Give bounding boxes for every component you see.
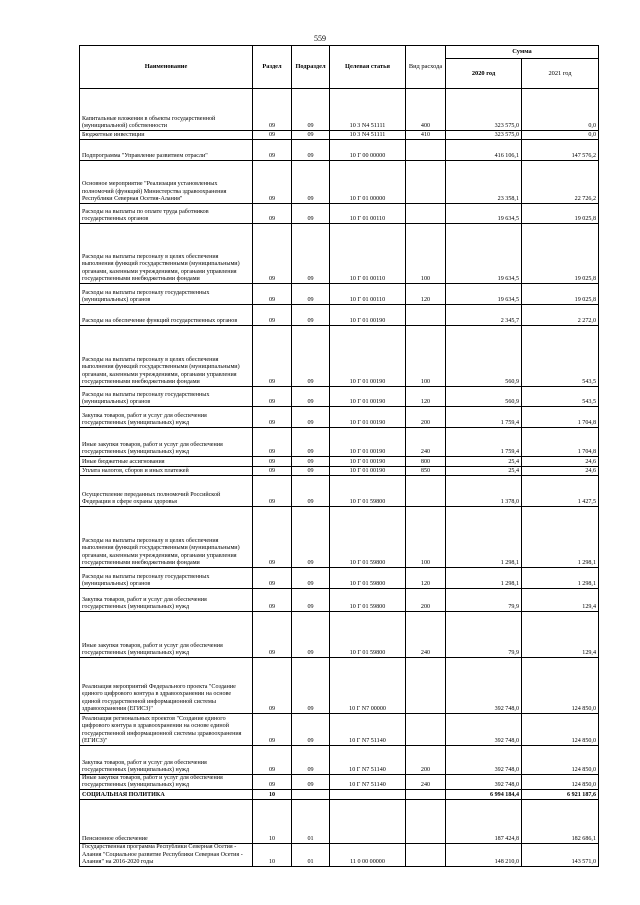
cell-section: 09 xyxy=(253,326,292,387)
cell-target: 10 Г 01 00110 xyxy=(330,284,406,305)
cell-name: Закупка товаров, работ и услуг для обеспечения государственных (муниципальных) нужд xyxy=(80,407,253,428)
cell-type xyxy=(406,204,446,224)
cell-subsection: 09 xyxy=(292,612,330,658)
header-target: Целевая статья xyxy=(330,46,406,89)
cell-section: 09 xyxy=(253,284,292,305)
cell-subsection: 09 xyxy=(292,467,330,476)
cell-type: 100 xyxy=(406,224,446,284)
cell-type: 120 xyxy=(406,284,446,305)
cell-y2020: 148 210,0 xyxy=(446,844,522,867)
cell-y2021: 1 704,8 xyxy=(522,407,599,428)
cell-section: 09 xyxy=(253,775,292,790)
cell-section: 09 xyxy=(253,507,292,568)
cell-y2020: 1 378,0 xyxy=(446,476,522,507)
cell-type: 100 xyxy=(406,507,446,568)
header-year-2021: 2021 год xyxy=(522,59,599,89)
table-row xyxy=(80,612,599,658)
cell-subsection: 09 xyxy=(292,326,330,387)
cell-subsection: 09 xyxy=(292,407,330,428)
cell-section: 09 xyxy=(253,131,292,140)
cell-y2020: 1 298,1 xyxy=(446,568,522,589)
cell-y2021: 22 726,2 xyxy=(522,161,599,204)
header-subsection: Подраздел xyxy=(292,46,330,89)
cell-name: Расходы на выплаты по оплате труда работников государственных органов xyxy=(80,204,253,224)
cell-section: 09 xyxy=(253,714,292,746)
cell-y2021: 124 850,0 xyxy=(522,746,599,775)
cell-target: 10 Г 01 00190 xyxy=(330,387,406,407)
cell-target: 10 Г 01 00110 xyxy=(330,224,406,284)
cell-name: Уплата налогов, сборов и иных платежей xyxy=(80,467,253,476)
cell-y2021: 143 571,0 xyxy=(522,844,599,867)
cell-section: 09 xyxy=(253,407,292,428)
cell-target: 10 Г N7 51140 xyxy=(330,775,406,790)
cell-y2020: 6 994 184,4 xyxy=(446,790,522,800)
cell-type: 410 xyxy=(406,131,446,140)
table-row xyxy=(80,467,599,476)
cell-y2021: 2 272,0 xyxy=(522,305,599,326)
cell-target: 10 Г 01 59800 xyxy=(330,612,406,658)
table-row xyxy=(80,568,599,589)
cell-type xyxy=(406,476,446,507)
cell-target: 11 0 00 00000 xyxy=(330,844,406,867)
cell-name: Расходы на выплаты персоналу государственных (муниципальных) органов xyxy=(80,387,253,407)
cell-target: 10 Г 00 00000 xyxy=(330,140,406,161)
table-row xyxy=(80,407,599,428)
cell-type: 850 xyxy=(406,467,446,476)
table-row xyxy=(80,457,599,467)
cell-target: 10 Г N7 51140 xyxy=(330,714,406,746)
table-row xyxy=(80,589,599,612)
cell-y2020: 79,9 xyxy=(446,612,522,658)
table-row xyxy=(80,161,599,204)
page-number: 559 xyxy=(314,34,326,43)
cell-subsection: 09 xyxy=(292,428,330,457)
cell-section: 09 xyxy=(253,305,292,326)
table-row xyxy=(80,204,599,224)
cell-name: Реализация региональных проектов "Создание единого цифрового контура в здравоохранении на основе единой государственной информационной системы здравоохранения (ЕГИСЗ)" xyxy=(80,714,253,746)
cell-type xyxy=(406,140,446,161)
cell-section: 09 xyxy=(253,161,292,204)
header-sum: Сумма xyxy=(446,46,599,59)
cell-y2021: 24,6 xyxy=(522,457,599,467)
cell-type xyxy=(406,844,446,867)
cell-y2020: 25,4 xyxy=(446,467,522,476)
cell-y2020: 79,9 xyxy=(446,589,522,612)
table-row xyxy=(80,284,599,305)
cell-section: 09 xyxy=(253,568,292,589)
cell-section: 09 xyxy=(253,140,292,161)
cell-y2020: 560,9 xyxy=(446,326,522,387)
table-row xyxy=(80,844,599,867)
table-row xyxy=(80,326,599,387)
cell-target: 10 3 N4 51111 xyxy=(330,89,406,131)
cell-type: 240 xyxy=(406,775,446,790)
cell-type: 240 xyxy=(406,612,446,658)
cell-name: Пенсионное обеспечение xyxy=(80,800,253,844)
cell-subsection: 09 xyxy=(292,658,330,714)
cell-y2021: 1 298,1 xyxy=(522,507,599,568)
table-body xyxy=(80,89,599,867)
cell-type: 100 xyxy=(406,326,446,387)
cell-y2020: 25,4 xyxy=(446,457,522,467)
cell-subsection: 09 xyxy=(292,775,330,790)
cell-y2021: 0,0 xyxy=(522,89,599,131)
cell-target: 10 Г 01 00190 xyxy=(330,428,406,457)
cell-y2021: 147 576,2 xyxy=(522,140,599,161)
cell-target: 10 Г N7 51140 xyxy=(330,746,406,775)
cell-target: 10 Г 01 00110 xyxy=(330,204,406,224)
cell-name: Основное мероприятие "Реализация установленных полномочий (функций) Министерства здравоохранения Республики Северная Осетия-Алания" xyxy=(80,161,253,204)
cell-subsection: 09 xyxy=(292,746,330,775)
cell-subsection: 09 xyxy=(292,387,330,407)
cell-section: 10 xyxy=(253,800,292,844)
cell-subsection: 09 xyxy=(292,89,330,131)
cell-subsection: 09 xyxy=(292,224,330,284)
cell-type: 200 xyxy=(406,589,446,612)
cell-y2020: 2 345,7 xyxy=(446,305,522,326)
cell-y2021: 182 686,1 xyxy=(522,800,599,844)
cell-y2021: 124 850,0 xyxy=(522,714,599,746)
cell-name: Расходы на выплаты персоналу государственных (муниципальных) органов xyxy=(80,568,253,589)
table-row xyxy=(80,658,599,714)
cell-target: 10 Г N7 00000 xyxy=(330,658,406,714)
cell-subsection: 09 xyxy=(292,457,330,467)
cell-name: Расходы на выплаты персоналу государственных (муниципальных) органов xyxy=(80,284,253,305)
cell-subsection: 09 xyxy=(292,714,330,746)
cell-subsection: 09 xyxy=(292,161,330,204)
cell-target: 10 Г 01 00190 xyxy=(330,467,406,476)
table-row xyxy=(80,428,599,457)
cell-target xyxy=(330,790,406,800)
cell-y2020: 323 575,0 xyxy=(446,89,522,131)
cell-y2021: 129,4 xyxy=(522,612,599,658)
table-row xyxy=(80,775,599,790)
cell-name: Бюджетные инвестиции xyxy=(80,131,253,140)
cell-type: 200 xyxy=(406,407,446,428)
cell-section: 10 xyxy=(253,844,292,867)
cell-type xyxy=(406,714,446,746)
cell-subsection: 09 xyxy=(292,204,330,224)
cell-name: Закупка товаров, работ и услуг для обеспечения государственных (муниципальных) нужд xyxy=(80,589,253,612)
cell-y2020: 1 759,4 xyxy=(446,428,522,457)
cell-target: 10 Г 01 00000 xyxy=(330,161,406,204)
cell-subsection: 09 xyxy=(292,507,330,568)
cell-y2020: 392 748,0 xyxy=(446,775,522,790)
header-section: Раздел xyxy=(253,46,292,89)
cell-subsection: 09 xyxy=(292,140,330,161)
cell-type: 120 xyxy=(406,387,446,407)
table-row xyxy=(80,476,599,507)
cell-name: Осуществление переданных полномочий Российской Федерации в сфере охраны здоровья xyxy=(80,476,253,507)
cell-subsection: 09 xyxy=(292,589,330,612)
cell-name: Расходы на выплаты персоналу в целях обеспечения выполнения функций государственными (муниципальными) органами, казенными учреждениями, органами управления государственными внебюджетными фондами xyxy=(80,507,253,568)
cell-y2020: 23 358,1 xyxy=(446,161,522,204)
header-name: Наименование xyxy=(80,46,253,89)
header-expense-type: Вид расхода xyxy=(406,46,446,89)
table-row xyxy=(80,305,599,326)
cell-subsection: 09 xyxy=(292,284,330,305)
table-row xyxy=(80,746,599,775)
cell-target: 10 Г 01 00190 xyxy=(330,407,406,428)
cell-y2020: 323 575,0 xyxy=(446,131,522,140)
cell-y2020: 1 759,4 xyxy=(446,407,522,428)
cell-subsection: 09 xyxy=(292,476,330,507)
cell-y2020: 19 634,5 xyxy=(446,224,522,284)
cell-name: Иные закупки товаров, работ и услуг для обеспечения государственных (муниципальных) нужд xyxy=(80,775,253,790)
budget-table xyxy=(79,45,599,867)
cell-y2021: 19 025,8 xyxy=(522,224,599,284)
cell-y2021: 543,5 xyxy=(522,387,599,407)
cell-type xyxy=(406,800,446,844)
cell-section: 09 xyxy=(253,589,292,612)
cell-y2021: 1 704,8 xyxy=(522,428,599,457)
cell-section: 09 xyxy=(253,89,292,131)
cell-section: 09 xyxy=(253,204,292,224)
cell-y2020: 19 634,5 xyxy=(446,204,522,224)
cell-name: СОЦИАЛЬНАЯ ПОЛИТИКА xyxy=(80,790,253,800)
cell-target xyxy=(330,800,406,844)
cell-type: 200 xyxy=(406,746,446,775)
cell-target: 10 Г 01 00190 xyxy=(330,326,406,387)
cell-section: 09 xyxy=(253,428,292,457)
cell-section: 09 xyxy=(253,612,292,658)
cell-y2020: 19 634,5 xyxy=(446,284,522,305)
cell-type xyxy=(406,305,446,326)
cell-section: 09 xyxy=(253,457,292,467)
cell-name: Закупка товаров, работ и услуг для обеспечения государственных (муниципальных) нужд xyxy=(80,746,253,775)
cell-y2020: 392 748,0 xyxy=(446,658,522,714)
cell-y2020: 1 298,1 xyxy=(446,507,522,568)
cell-y2021: 19 025,8 xyxy=(522,284,599,305)
cell-target: 10 Г 01 00190 xyxy=(330,305,406,326)
cell-y2021: 543,5 xyxy=(522,326,599,387)
cell-y2021: 24,6 xyxy=(522,467,599,476)
cell-section: 09 xyxy=(253,658,292,714)
cell-subsection: 09 xyxy=(292,305,330,326)
table-row xyxy=(80,790,599,800)
cell-subsection: 09 xyxy=(292,131,330,140)
cell-section: 09 xyxy=(253,476,292,507)
cell-subsection: 01 xyxy=(292,800,330,844)
cell-y2021: 124 850,0 xyxy=(522,775,599,790)
cell-subsection xyxy=(292,790,330,800)
cell-name: Расходы на выплаты персоналу в целях обеспечения выполнения функций государственными (муниципальными) органами, казенными учреждениями, органами управления государственными внебюджетными фондами xyxy=(80,224,253,284)
table-row xyxy=(80,800,599,844)
cell-y2021: 129,4 xyxy=(522,589,599,612)
cell-y2020: 392 748,0 xyxy=(446,714,522,746)
cell-y2021: 1 427,5 xyxy=(522,476,599,507)
cell-target: 10 Г 01 59800 xyxy=(330,476,406,507)
cell-y2021: 124 850,0 xyxy=(522,658,599,714)
cell-type: 120 xyxy=(406,568,446,589)
cell-y2020: 560,9 xyxy=(446,387,522,407)
cell-y2021: 6 921 187,6 xyxy=(522,790,599,800)
cell-section: 09 xyxy=(253,387,292,407)
cell-name: Иные бюджетные ассигнования xyxy=(80,457,253,467)
cell-target: 10 Г 01 59800 xyxy=(330,507,406,568)
table-row xyxy=(80,387,599,407)
cell-name: Иные закупки товаров, работ и услуг для обеспечения государственных (муниципальных) нужд xyxy=(80,428,253,457)
cell-y2020: 416 106,1 xyxy=(446,140,522,161)
cell-name: Капитальные вложения в объекты государственной (муниципальной) собственности xyxy=(80,89,253,131)
cell-section: 10 xyxy=(253,790,292,800)
table-row xyxy=(80,224,599,284)
cell-y2021: 0,0 xyxy=(522,131,599,140)
cell-y2021: 1 298,1 xyxy=(522,568,599,589)
table-row xyxy=(80,507,599,568)
cell-subsection: 01 xyxy=(292,844,330,867)
cell-y2020: 187 424,8 xyxy=(446,800,522,844)
cell-name: Расходы на выплаты персоналу в целях обеспечения выполнения функций государственными (муниципальными) органами, казенными учреждениями, органами управления государственными внебюджетными фондами xyxy=(80,326,253,387)
cell-name: Реализация мероприятий Федерального проекта "Создание единого цифрового контура в здравоохранении на основе единой государственной информационной системы здравоохранения (ЕГИСЗ)" xyxy=(80,658,253,714)
cell-target: 10 3 N4 51111 xyxy=(330,131,406,140)
table-row xyxy=(80,714,599,746)
cell-section: 09 xyxy=(253,224,292,284)
cell-section: 09 xyxy=(253,467,292,476)
cell-name: Расходы на обеспечение функций государственных органов xyxy=(80,305,253,326)
cell-target: 10 Г 01 00190 xyxy=(330,457,406,467)
cell-type xyxy=(406,658,446,714)
cell-type: 240 xyxy=(406,428,446,457)
table-row xyxy=(80,89,599,131)
cell-name: Иные закупки товаров, работ и услуг для обеспечения государственных (муниципальных) нужд xyxy=(80,612,253,658)
cell-type xyxy=(406,161,446,204)
cell-section: 09 xyxy=(253,746,292,775)
cell-type: 400 xyxy=(406,89,446,131)
cell-name: Государственная программа Республики Северная Осетия - Алания "Социальное развитие Республики Северная Осетия - Алания" на 2016-2020 годы xyxy=(80,844,253,867)
cell-y2021: 19 025,8 xyxy=(522,204,599,224)
cell-type xyxy=(406,790,446,800)
cell-name: Подпрограмма "Управление развитием отрасли" xyxy=(80,140,253,161)
table-row xyxy=(80,140,599,161)
cell-target: 10 Г 01 59800 xyxy=(330,589,406,612)
cell-target: 10 Г 01 59800 xyxy=(330,568,406,589)
cell-subsection: 09 xyxy=(292,568,330,589)
header-year-2020: 2020 год xyxy=(446,59,522,89)
table-row xyxy=(80,131,599,140)
cell-type: 800 xyxy=(406,457,446,467)
cell-y2020: 392 748,0 xyxy=(446,746,522,775)
